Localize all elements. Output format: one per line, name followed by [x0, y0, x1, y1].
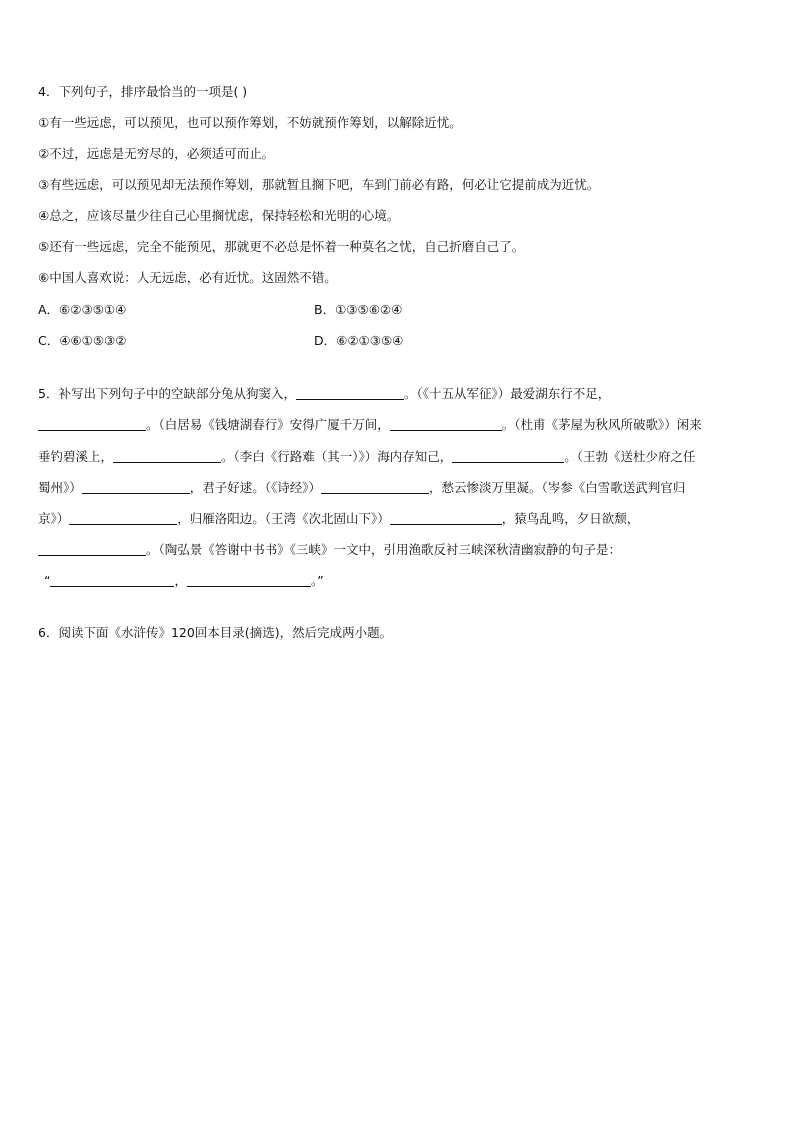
- q5-line-6: [38, 541, 621, 559]
- q5-line-7: [44, 572, 324, 590]
- q5-text: 。”: [311, 573, 324, 588]
- q5-line-2: [38, 416, 702, 434]
- q5-line-1: [38, 385, 610, 403]
- answer-blank-7[interactable]: [321, 479, 429, 494]
- q4-sentence-1: ①有一些远虑，可以预见，也可以预作筹划，不妨就预作筹划，以解除近忧。: [38, 115, 462, 130]
- q5-text: 。（杜甫《茅屋为秋风所破歌》）闲来: [501, 417, 702, 432]
- q4-sentence-3: ③有些远虑，可以预见却无法预作筹划，那就暂且搁下吧，车到门前必有路，何必让它提前成为近忧。: [38, 177, 600, 192]
- answer-blank-8[interactable]: [69, 510, 177, 525]
- answer-blank-2[interactable]: [38, 416, 146, 431]
- q5-text: “: [44, 573, 51, 588]
- q5-text: 。（《十五从军征》）最爱湖东行不足，: [403, 386, 611, 401]
- q5-text: ，猿鸟乱鸣，夕日欲颓，: [501, 511, 640, 526]
- q6-stem: 6．阅读下面《水浒传》120回本目录(摘选)，然后完成两小题。: [38, 625, 393, 640]
- q5-line-5: [38, 510, 639, 528]
- q5-text: ，: [174, 573, 187, 588]
- q4-sentence-5: ⑤还有一些远虑，完全不能预见，那就更不必总是怀着一种莫名之忧，自己折磨自己了。: [38, 239, 525, 254]
- answer-blank-3[interactable]: [390, 416, 502, 431]
- answer-blank-1[interactable]: [296, 385, 404, 400]
- answer-blank-5[interactable]: [452, 448, 564, 463]
- q4-option-b[interactable]: B．①③⑤⑥②④: [314, 302, 403, 317]
- q4-option-c[interactable]: C．④⑥①⑤③②: [38, 333, 127, 348]
- q5-text: 京》）: [38, 511, 70, 526]
- q4-sentence-2: ②不过，远虑是无穷尽的，必须适可而止。: [38, 146, 275, 161]
- q5-text: 。（陶弘景《答谢中书书》《三峡》一文中，引用渔歌反衬三峡深秋清幽寂静的句子是：: [146, 542, 622, 557]
- q5-text: 。（白居易《钱塘湖春行》安得广厦千万间，: [146, 417, 390, 432]
- q4-option-d[interactable]: D．⑥②①③⑤④: [314, 333, 404, 348]
- q5-text: 。（李白《行路难（其一）》）海内存知己，: [221, 449, 453, 464]
- q4-option-a[interactable]: A．⑥②③⑤①④: [38, 302, 127, 317]
- q5-text: ，君子好逑。（《诗经》）: [189, 480, 322, 495]
- answer-blank-11[interactable]: [50, 572, 174, 587]
- q5-text: ，归雁洛阳边。（王湾《次北固山下》）: [177, 511, 390, 526]
- q5-line-3: [38, 448, 696, 466]
- answer-blank-9[interactable]: [390, 510, 502, 525]
- q4-sentence-4: ④总之，应该尽量少往自己心里搁忧虑，保持轻松和光明的心境。: [38, 208, 400, 223]
- q4-stem: 4．下列句子，排序最恰当的一项是( ): [38, 84, 248, 99]
- q5-line-4: [38, 479, 685, 497]
- q5-text: ，愁云惨淡万里凝。（岑参《白雪歌送武判官归: [429, 480, 686, 495]
- q4-sentence-6: ⑥中国人喜欢说：人无远虑，必有近忧。这固然不错。: [38, 270, 337, 285]
- q5-text: 。（王勃《送杜少府之任: [564, 449, 696, 464]
- answer-blank-12[interactable]: [187, 572, 311, 587]
- q5-text: 垂钓碧溪上，: [38, 449, 114, 464]
- q5-text: 5．补写出下列句子中的空缺部分兔从狗窦入，: [38, 386, 296, 401]
- answer-blank-6[interactable]: [82, 479, 190, 494]
- answer-blank-10[interactable]: [38, 541, 146, 556]
- answer-blank-4[interactable]: [113, 448, 221, 463]
- q5-text: 蜀州》）: [38, 480, 82, 495]
